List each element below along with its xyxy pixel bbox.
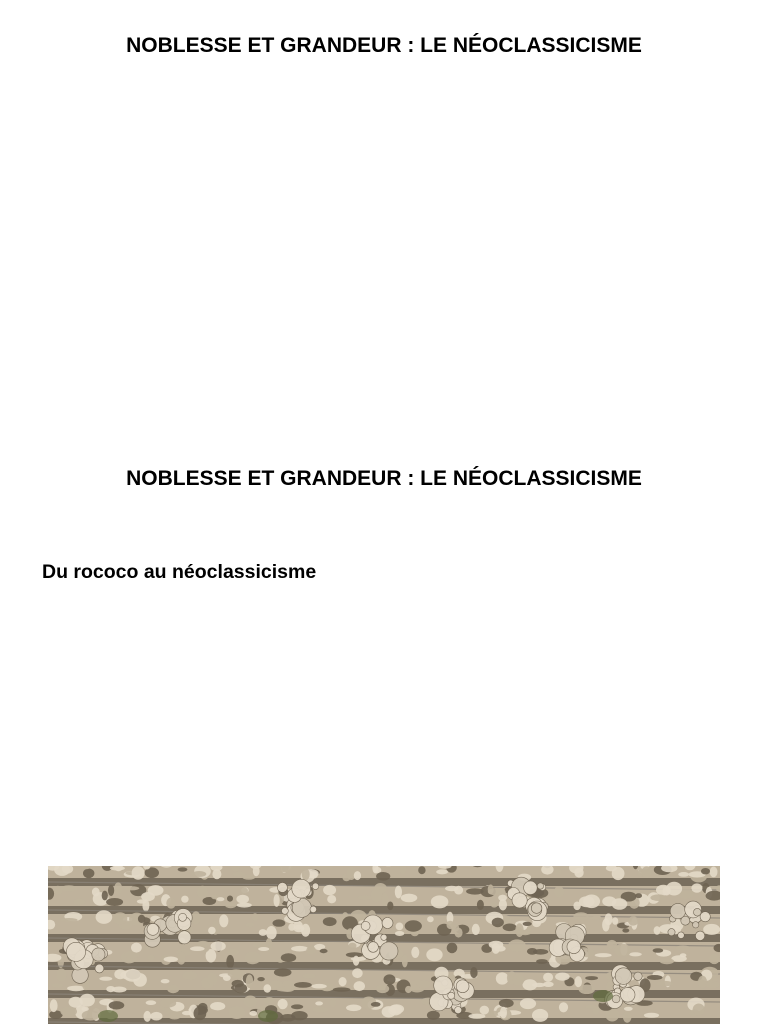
slide-1-title: NOBLESSE ET GRANDEUR : LE NÉOCLASSICISME xyxy=(126,34,642,57)
grotto-wall-photo xyxy=(48,866,720,1024)
slide-2-title: NOBLESSE ET GRANDEUR : LE NÉOCLASSICISME xyxy=(126,467,642,490)
rocaille-grotto-wall-photo-icon xyxy=(48,866,720,1024)
slide-2-subtitle: Du rococo au néoclassicisme xyxy=(42,561,317,583)
